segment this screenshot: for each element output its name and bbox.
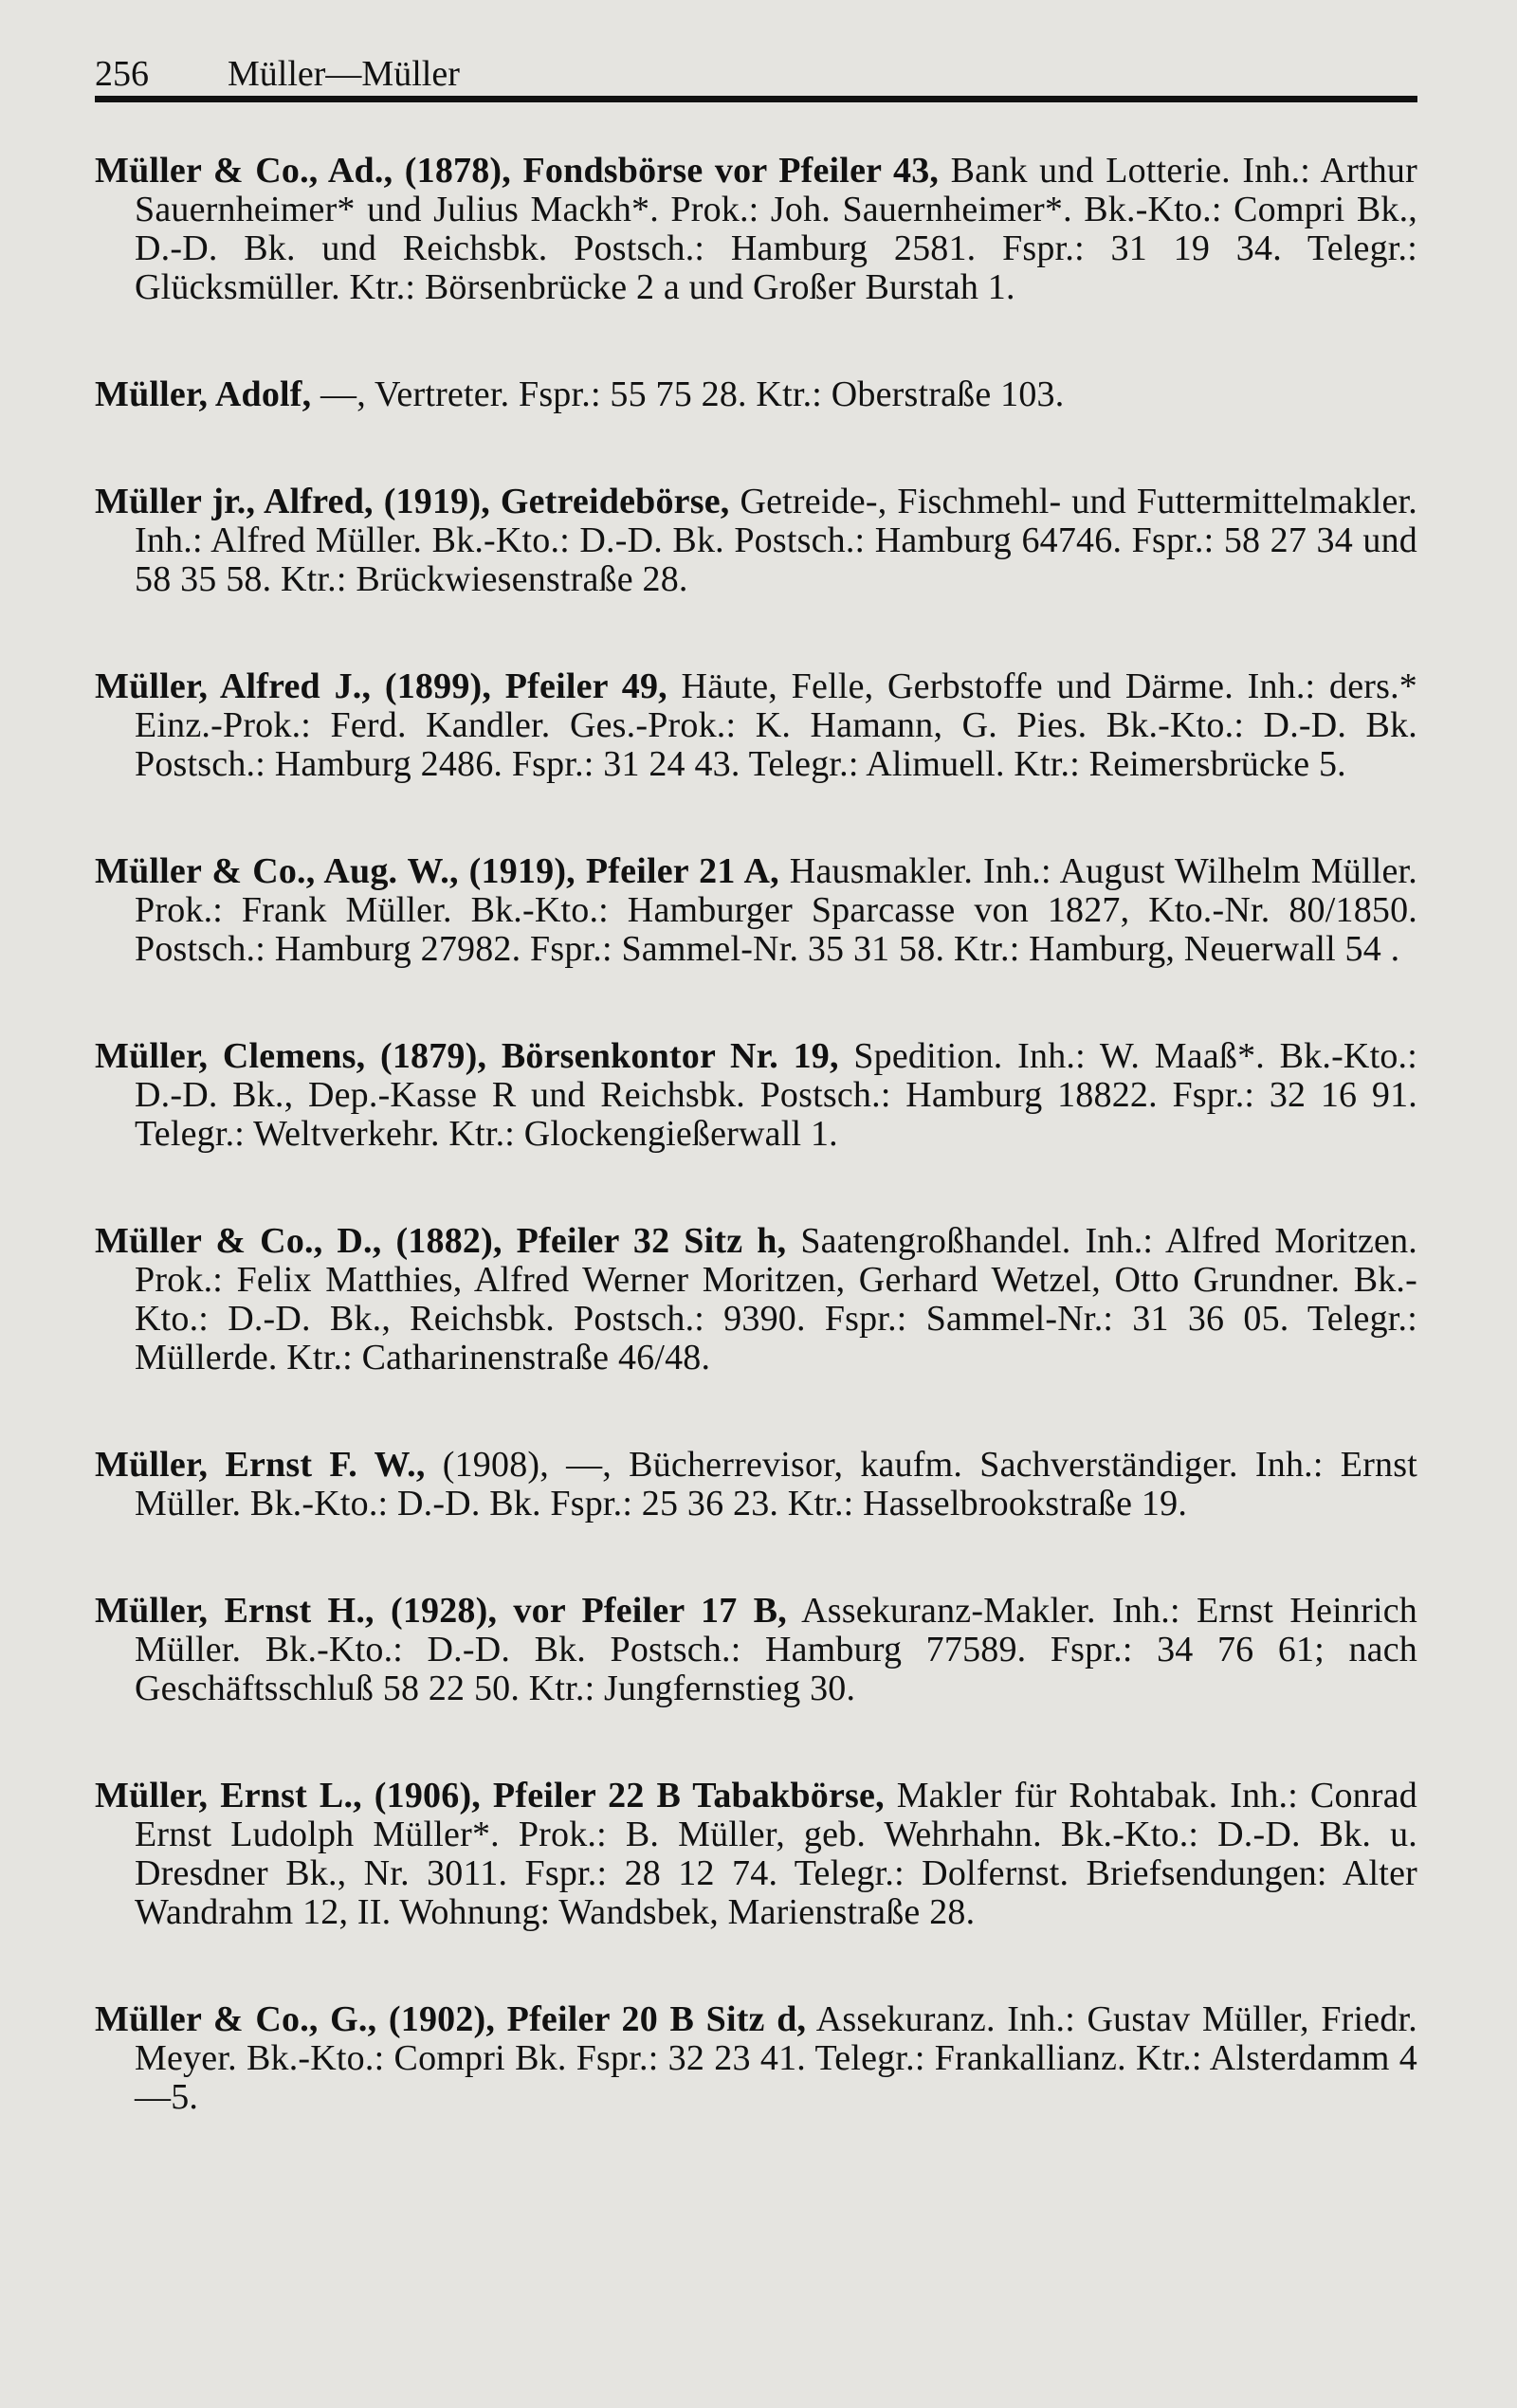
entry-lead: Müller, Ernst L., (1906), Pfeiler 22 B Tabakbörse, (95, 1776, 885, 1815)
entry-details: Häute, Felle, Gerbstoffe und Därme. Inh.: ders.* Einz.-Prok.: Ferd. Kandler. Ges.-Prok.: K. Hamann, G. Pies. Bk.-Kto.: D.-D. Bk. Postsch.: Hamburg 2486. Fspr.: 31 24 43. Telegr.: Alimuell. Ktr.: Reimersbrücke 5. (135, 666, 1418, 784)
entry-details: Bank und Lotterie. Inh.: Arthur Sauernheimer* und Julius Mackh*. Prok.: Joh. Sauernheimer*. Bk.-Kto.: Compri Bk., D.-D. Bk. und Reichsbk. Postsch.: Hamburg 2581. Fspr.: 31 19 34. Telegr.: Glücksmüller. Ktr.: Börsenbrücke 2 a und Großer Burstah 1. (135, 151, 1417, 307)
directory-entry (95, 1777, 1417, 1932)
entry-lead: Müller, Alfred J., (1899), Pfeiler 49, (95, 666, 667, 706)
entry-details: Assekuranz-Makler. Inh.: Ernst Heinrich Müller. Bk.-Kto.: D.-D. Bk. Postsch.: Hamburg 77589. Fspr.: 34 76 61; nach Geschäftsschluß 58 22 50. Ktr.: Jungfernstieg 30. (135, 1591, 1417, 1708)
entry-details: —, Vertreter. Fspr.: 55 75 28. Ktr.: Oberstraße 103. (311, 374, 1065, 414)
directory-entry (95, 483, 1417, 599)
entry-lead: Müller & Co., G., (1902), Pfeiler 20 B Sitz d, (95, 1999, 807, 2039)
page-number: 256 (95, 54, 149, 94)
directory-entry (95, 1592, 1417, 1708)
directory-entry (95, 375, 1417, 414)
entry-lead: Müller, Clemens, (1879), Börsenkontor Nr. 19, (95, 1036, 839, 1076)
directory-entry (95, 1222, 1417, 1377)
entry-lead: Müller jr., Alfred, (1919), Getreidebörse, (95, 482, 730, 521)
entry-details: (1908), —, Bücherrevisor, kaufm. Sachverständiger. Inh.: Ernst Müller. Bk.-Kto.: D.-D. Bk. Fspr.: 25 36 23. Ktr.: Hasselbrookstraße 19. (135, 1445, 1417, 1523)
entry-lead: Müller & Co., Aug. W., (1919), Pfeiler 21 A, (95, 851, 779, 891)
entry-lead: Müller, Ernst H., (1928), vor Pfeiler 17 B, (95, 1591, 787, 1631)
directory-entry (95, 2000, 1417, 2117)
entry-details: Saatengroßhandel. Inh.: Alfred Moritzen. Prok.: Felix Matthies, Alfred Werner Moritzen, Gerhard Wetzel, Otto Grundner. Bk.-Kto.: D.-D. Bk., Reichsbk. Postsch.: 9390. Fspr.: Sammel-Nr.: 31 36 05. Telegr.: Müllerde. Ktr.: Catharinenstraße 46/48. (135, 1221, 1417, 1377)
entry-details: Spedition. Inh.: W. Maaß*. Bk.-Kto.: D.-D. Bk., Dep.-Kasse R und Reichsbk. Postsch.: Hamburg 18822. Fspr.: 32 16 91. Telegr.: Weltverkehr. Ktr.: Glockengießerwall 1. (135, 1036, 1417, 1154)
entry-lead: Müller, Ernst F. W., (95, 1445, 426, 1485)
entry-lead: Müller & Co., Ad., (1878), Fondsbörse vor Pfeiler 43, (95, 151, 940, 191)
entry-list (95, 152, 1417, 2117)
entry-details: Getreide-, Fischmehl- und Futtermittelmakler. Inh.: Alfred Müller. Bk.-Kto.: D.-D. Bk. Postsch.: Hamburg 64746. Fspr.: 58 27 34 und 58 35 58. Ktr.: Brückwiesenstraße 28. (135, 482, 1417, 599)
running-title: Müller—Müller (228, 54, 460, 94)
directory-entry (95, 1037, 1417, 1154)
directory-entry (95, 152, 1417, 307)
directory-entry (95, 852, 1417, 969)
entry-details: Makler für Rohtabak. Inh.: Conrad Ernst Ludolph Müller*. Prok.: B. Müller, geb. Wehrhahn. Bk.-Kto.: D.-D. Bk. u. Dresdner Bk., Nr. 3011. Fspr.: 28 12 74. Telegr.: Dolfernst. Briefsendungen: Alter Wandrahm 12, II. Wohnung: Wandsbek, Marienstraße 28. (135, 1776, 1417, 1932)
entry-details: Hausmakler. Inh.: August Wilhelm Müller. Prok.: Frank Müller. Bk.-Kto.: Hamburger Sparcasse von 1827, Kto.-Nr. 80/1850. Postsch.: Hamburg 27982. Fspr.: Sammel-Nr. 35 31 58. Ktr.: Hamburg, Neuerwall 54 . (135, 851, 1417, 969)
directory-entry (95, 1446, 1417, 1523)
header-rule (95, 96, 1417, 102)
entry-lead: Müller, Adolf, (95, 374, 312, 414)
page-header (95, 38, 1417, 95)
directory-entry (95, 667, 1417, 784)
entry-lead: Müller & Co., D., (1882), Pfeiler 32 Sitz h, (95, 1221, 787, 1261)
entry-details: Assekuranz. Inh.: Gustav Müller, Friedr. Meyer. Bk.-Kto.: Compri Bk. Fspr.: 32 23 41. Telegr.: Frankallianz. Ktr.: Alsterdamm 4—5. (135, 1999, 1417, 2117)
